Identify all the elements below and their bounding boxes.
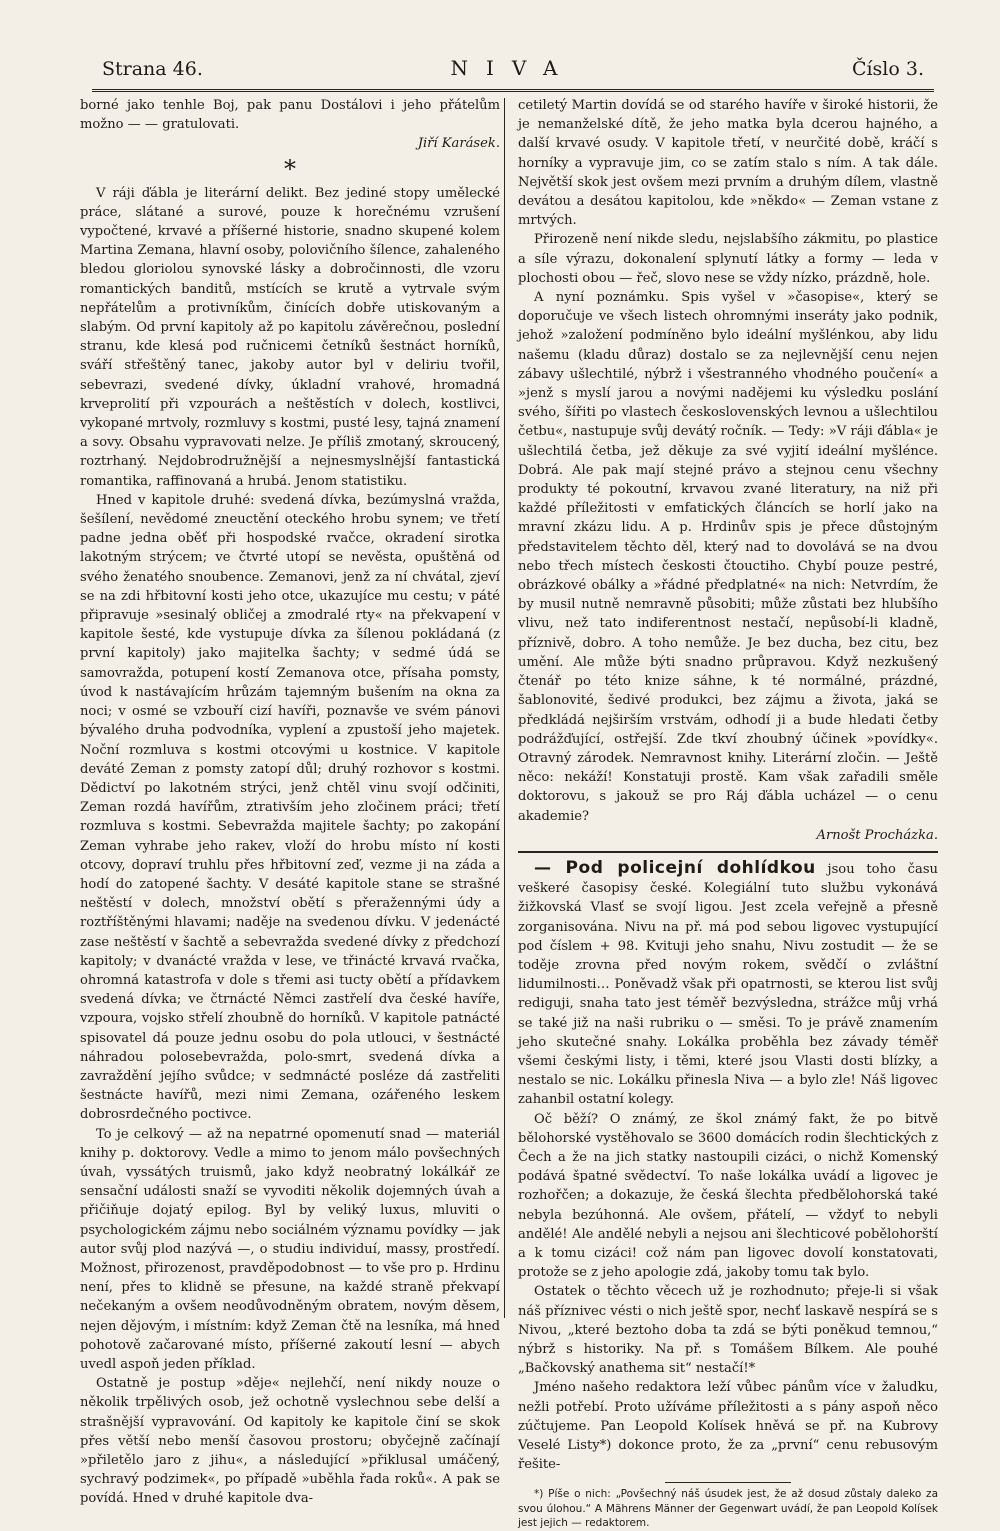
paragraph: Ostatek o těchto věcech už je rozhodnuto; přeje-li si však náš příznivec vésti o nich ještě spor, nechť laskavě nespírá se s Nivou, „které beztoho doba ta zdá se býti poněkud temnou,“ nýbrž s historiky. Na př. s Tomášem Bílkem. Ale pouhé „Bačkovský anathema sit“ nestačí!* bbox=[518, 1284, 938, 1377]
masthead-title: NIVA bbox=[450, 56, 576, 80]
article-lead-text: jsou toho času veškeré časopisy české. Kolegiální tuto službu vykonává žižkovská Vlasť se svojí ligou. Jest zcela veřejně a přesně zorganisována. Nivu na př. má pod sebou ligovec vystupující pod číslem + 98. Kvituji jeho snahu, Nivu zostudit — že se toděje zrovna před novým rokem, svědčí o zvláštní lidumilnosti… Poněvadž však při opatrnosti, se kterou list svůj rediguji, snaha tato jest téměř bezvýsledna, strážce můj vrhá se také již na naši rubriku o — směsi. To je právě znamením jeho skutečné snahy. Lokálka proběhla bez závady téměř všemi českými listy, i těmi, které jsou Vlasti dosti blízky, a nestalo se nic. Lokálku přinesla Niva — a bylo zle! Náš ligovec zahanbil ostatní kolegy. bbox=[518, 861, 938, 1108]
paragraph: V ráji ďábla je literární delikt. Bez jediné stopy umělecké práce, slátané a surové, pouze k horečnému vzrušení vypočtené, krvavé a příšerné historie, snadno skupené kolem Martina Zemana, hlavní osoby, polovičního šílence, zahaleného bledou gloriolou synovské lásky a dobročinnosti, dle vzoru romantických banditů, mstících se krutě a vytrvale svým nepřátelům a protivníkům, činících dobře utiskovaným a slabým. Od první kapitoly až po kapitolu závěrečnou, poslední stranu, kde klesá pod ručnicemi četníků šestnáct horníků, sváří střeštěný tanec, jakoby autor byl v deliriu tvořil, sebevrazi, svedené dívky, úkladní vrahové, hromadná krveprolití při vzpourách a neštěstích v dolech, kostlivci, vykopané mrtvoly, rozmluvy s kostmi, pusté lesy, tajná znamení a sovy. Obsahu vypravovati nelze. Je příliš zmotaný, skroucený, roztrhaný. Nejdobrodružnější a nejnesmyslnější fantastická romantika, raffinovaná a hrubá. Jenom statistiku. bbox=[80, 185, 500, 489]
article-intro-text: borné jako tenhle Boj, pak panu Dostálovi i jeho přátelům možno — — gratulovati. bbox=[80, 98, 500, 133]
section-rule bbox=[518, 851, 938, 853]
paragraph: Přirozeně není nikde sledu, nejslabšího zákmitu, po plastice a síle výrazu, dokonalení splynutí látky a formy — leda v plochosti obou — řeč, slovo nese se vždy nízko, prázdně, hole. bbox=[518, 232, 938, 286]
section-star: * bbox=[284, 154, 296, 183]
review-author: Arnošt Procházka. bbox=[816, 827, 938, 843]
issue-number: Číslo 3. bbox=[851, 58, 924, 80]
paragraph: A nyní poznámku. Spis vyšel v »časopise«, který se doporučuje ve všech listech ohromnými inseráty jako podnik, jehož »založení podmíněno bylo ideální myšlénkou, aby lidu našemu (kladu důraz) dostalo se za nejlevnější cenu nejen zábavy ušlechtilé, nýbrž i všestranného vhodného poučení« a »jenž s myslí jarou a novými nadějemi ku výsledku poslání svého, šířiti po vlastech československých levnou a ušlechtilou četbu«, nastupuje svůj devátý ročník. — Tedy: »V ráji ďábla« je ušlechtilá četba, jež děkuje za své vyjití ideální myšlénce. Dobrá. Ale pak mají stejné právo a stejnou cenu všechny produkty té pokoutní, krvavou zvané literatury, na niž při každé příležitosti v emfatických článcích se horlí jako na mravní zkázu lidu. A p. Hrdinův spis je přece důstojným představitelem těchto děl, který nad to dovolává se na dvou nebo třech místech českosti čtouctiho. Chybí pouze pestré, obrázkové obálky a »řádné předplatné« na nich: Netvrdím, že by musil nutně nemravně působiti; může zůstati bez hlubšího vlivu, než tato indiferentnost nestačí, nepůsobí-li kladně, příznivě, dobro. A toho nemůže. Je bez ducha, bez citu, bez umění. Ale může býti snadno průpravou. Když nezkušený čtenář po této knize sáhne, k té normálné, prázdné, šablonovité, šedivé produkci, bez zájmu a života, jaká se předkládá nejširším vrstvám, odhodí ji a bude hledati četby podrážďující, ostřejší. Zde tkví zhoubný účinek »povídky«. Otravný zárodek. Nemravnost knihy. Literární zločin. — Ještě něco: nekáží! Konstatuji prostě. Kam však zařadili směle doktorovu, s jakouž se pro Ráj ďábla ucházel — o cenu akademie? bbox=[518, 290, 938, 824]
page-number: Strana 46. bbox=[102, 58, 203, 80]
paragraph: Oč běží? O známý, ze škol známý fakt, že po bitvě bělohorské vystěhovalo se 3600 domácích rodin šlechtických z Čech a že na jich statky nastoupili cizáci, o nichž Komenský podává špatné svědectví. To naše lokálka uvádí a ligovec je rozhořčen; a dokazuje, že česká šlechta předbělohorská také nebyla bezúhonná. Ale ovšem, přátelí, — vždyť to nebyli andělé! Ale andělé nebyli a nejsou ani šlechticové pobělohorští a k tomu cizáci! což nám pan ligovec dovolí konstatovati, protože se z jeho apologie zdá, jakoby tomu tak bylo. bbox=[518, 1111, 938, 1281]
paragraph: To je celkový — až na nepatrné opomenutí snad — materiál knihy p. doktorovy. Vedle a mimo to jenom málo povšechných úvah, vyssátých truismů, jako když neobratný lokálkář ze sensační události snaží se vyvoditi několik dojemných úvah a přičiňuje dojatý epilog. Byl by veliký luxus, mluviti o psychologickém zájmu nebo sociálném významu povídky — jak autor svůj plod nazývá —, o studiu individuí, massy, prostředí. Možnost, přirozenost, pravděpodobnost — to vše pro p. Hrdinu není, přes to klidně se přesune, na každé straně překvapí nečekaným a ovšem neodůvodněným obratem, novým děsem, nejen dějovým, i místním: když Zeman čtě na lesníka, má hned pohotově začarované místo, příšerné zakoutí lesní — abych uvedl aspoň jeden příklad. bbox=[80, 1126, 500, 1372]
right-column bbox=[518, 96, 938, 1530]
paragraph: cetiletý Martin dovídá se od starého havíře v široké historii, že je nemanželské dítě, že jeho matka byla dcerou hajného, a další krvavé osudy. V kapitole třetí, v neurčité době, kráčí s horníky a vypravuje jim, co se zatím stalo s ním. A tak dále. Největší skok jest ovšem mezi prvním a druhým dílem, vlastně devátou a desátou kapitolou, kde »někdo« — Zeman vstane z mrtvých. bbox=[518, 98, 938, 229]
page-header bbox=[92, 54, 934, 92]
article-lead bbox=[518, 859, 938, 1110]
paragraph: Hned v kapitole druhé: svedená dívka, bezúmyslná vražda, šešílení, nevědomé zneuctění oteckého hrobu synem; ve třetí padne jedna oběť při hospodské rvačce, okradení sirotka lakotným strýcem; ve čtvrté utopí se nevěsta, opuštěná od svého ženatého snoubence. Zemanovi, jenž za ní chvátal, zjeví se na zdi hřbitovní kosti jeho otce, ukazujíce mu cestu; v páté připravuje »sesinalý obličej a zmodralé rty« na překvapení v kapitole šesté, kde vystupuje dívka za šílenou pokládaná (z první kapitoly) jako majitelka šachty; v sedmé údá se samovražda, potupení kostí Zemanova otce, přísaha pomsty, úvod k nastávajícím hrůzám tajemným bušením na okna za noci; v osmé se vzbouří cizí havíři, poznavše ve svém pánovi bývalého druha podvodníka, vyplení a zpustoší jeho majetek. Noční rozmluva s kostmi otcovými u kostnice. V kapitole deváté Zeman z pomsty zatopí důl; druhý rozhovor s kostmi. Dědictví po lakotném strýci, jenž chtěl vinu svojí odčiniti, Zeman rozdá havířům, ztrativším jeho zločinem práci; třetí rozmluva s kostmi. Sebevražda majitele šachty; po zakopání Zeman vyhrabe jeho rakev, vloží do hrobu místo ní kosti otcovy, dopraví truhlu přes hřbitovní zeď, vezme ji na záda a hodí do zatopené šachty. V desáté kapitole stane se strašné neštěstí v dolech, množství obětí s přeražennými údy a roztříštěnými hlavami; naděje na svedenou dívku. V jedenácté zase neštěstí v šachtě a sebevražda svedené dívky z předchozí kapitoly; v dvanácté vražda v lese, ve třinácté krvavá rvačka, ohromná katastrofa v dole s třemi asi tucty obětí a přídavkem svedená dívka; ve čtrnácté Němci zastřelí dva české havíře, vzpoura, vojsko střelí zhoubně do horníků. V kapitole patnácté spisovatel dá pouze jednu osobu do pola utlouci, v šestnácté náhradou polosebevražda, polo-smrt, svedená dívka a zavraždění jejího svůdce; v sedmnácté posléze dá zastřeliti šestnácte havířů, mezi nimi Zemana, ozářeného leskem dobrosrdečného poctivce. bbox=[80, 492, 500, 1123]
paragraph: Jméno našeho redaktora leží vůbec pánům více v žaludku, nežli potřebí. Proto užíváme příležitosti a s pány aspoň něco zúčtujeme. Pan Leopold Kolísek hněvá se př. na Kubrovy Veselé Listy*) dokonce proto, že za „první“ cenu rebusovým řešite- bbox=[518, 1380, 938, 1473]
left-column bbox=[80, 96, 500, 1507]
footnote-rule bbox=[665, 1482, 791, 1483]
header-rule bbox=[92, 89, 934, 92]
column-divider bbox=[504, 98, 505, 1318]
article-headline: — Pod policejní dohlídkou bbox=[534, 857, 816, 878]
intro-author: Jiří Karásek. bbox=[417, 136, 500, 152]
paragraph: Ostatně je postup »děje« nejlehčí, není nikdy nouze o několik trpělivých osob, jež ochotně vyslechnou sebe delší a strašnější vypravování. Od kapitoly ke kapitole činí se skok přes větší nebo menší časovou prostoru; obyčejně začínají »přiletělo jaro z jihu«, a následující »přiklusal umáčený, sychravý podzimek«, po případě »uběhla řada roků«. A pak se povídá. Hned v druhé kapitole dva- bbox=[80, 1376, 500, 1507]
footnote: *) Píše o nich: „Povšechný náš úsudek jest, že až dosud zůstaly daleko za svou úlohou.“ A Mährens Männer der Gegenwart uvádí, že pan Leopold Kolísek jest jejich — redaktorem. bbox=[518, 1488, 938, 1530]
